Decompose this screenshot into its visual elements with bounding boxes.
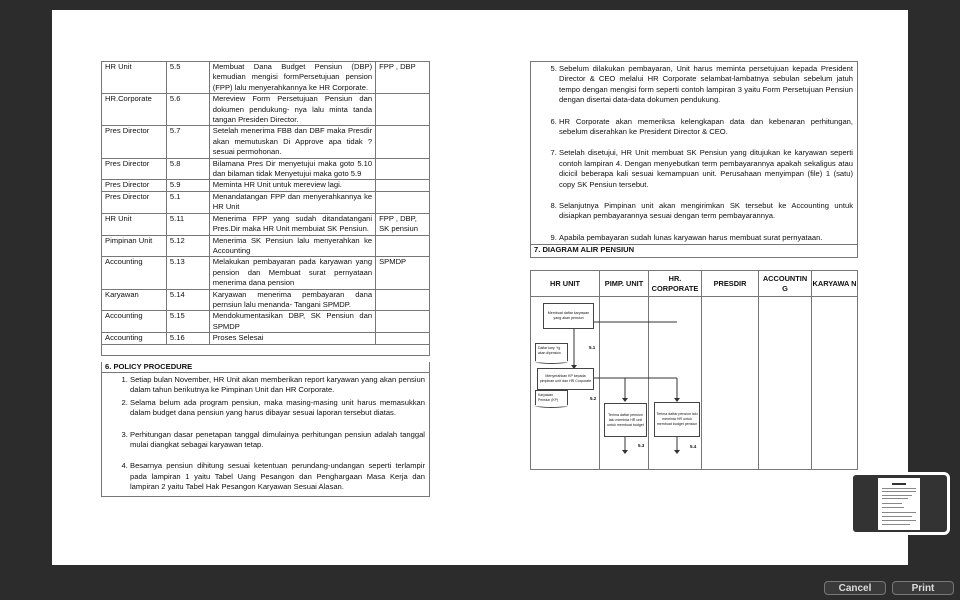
description-cell: Setelah menerima FBB dan DBF maka Presdir akan memutuskan Di Approve apa tidak ? sesuai permohonan. bbox=[209, 126, 375, 158]
print-button[interactable]: Print bbox=[892, 581, 954, 595]
node-membuat-daftar: Membuat daftar karyawan yang akan pensiun bbox=[543, 303, 594, 329]
document-cell bbox=[376, 235, 430, 257]
document-cell: SPMDP bbox=[376, 257, 430, 289]
page-thumbnail[interactable] bbox=[850, 472, 950, 535]
cancel-button[interactable]: Cancel bbox=[824, 581, 886, 595]
step-cell: 5.16 bbox=[166, 333, 209, 344]
description-cell: Proses Selesai bbox=[209, 333, 375, 344]
policy-item: 3. Perhitungan dasar penetapan tanggal dimulainya perhitungan pensiun adalah tanggal mulai diangkat sebagai karyawan tetap. bbox=[130, 430, 425, 451]
lane-accounting: ACCOUNTIN G bbox=[759, 271, 812, 469]
step-cell: 5.13 bbox=[166, 257, 209, 289]
role-cell: Pres Director bbox=[102, 126, 167, 158]
policy-continued bbox=[530, 61, 858, 258]
policy-heading: 6. POLICY PROCEDURE bbox=[102, 362, 429, 373]
step-cell: 5.11 bbox=[166, 213, 209, 235]
document-cell bbox=[376, 191, 430, 213]
document-cell bbox=[376, 289, 430, 311]
role-cell: Accounting bbox=[102, 333, 167, 344]
description-cell: Karyawan menerima pembayaran dana pernsiun lalu menanda- Tangani SPMDP. bbox=[209, 289, 375, 311]
flow-diagram bbox=[530, 270, 858, 470]
policy-section bbox=[101, 362, 430, 497]
print-preview-page bbox=[52, 10, 908, 565]
role-cell: Pres Director bbox=[102, 158, 167, 180]
document-cell: FPP , DBP bbox=[376, 62, 430, 94]
description-cell: Membuat Dana Budget Pensiun (DBP) kemudian mengisi formPersetujuan pension (FPP) lalu menyerahkannya ke HR Corporate. bbox=[209, 62, 375, 94]
step-cell: 5.12 bbox=[166, 235, 209, 257]
step-label: 5.2 bbox=[590, 396, 597, 401]
step-label: 5.4 bbox=[690, 444, 697, 449]
role-cell: HR Unit bbox=[102, 62, 167, 94]
role-cell: HR Unit bbox=[102, 213, 167, 235]
policy-item: 4. Besarnya pensiun dihitung sesuai ketentuan perundang-undangan seperti terlampir pada lampiran 1 yaitu Tabel Uang Pesangon dan Penghargaan Masa Kerja dan lampiran 2 yaitu Tabel Hak Pesangon Karyawan Sesuai Alasan. bbox=[130, 461, 425, 492]
description-cell: Mereview Form Persetujuan Pensiun dan dokumen pendukung- nya lalu minta tanda tangan Presiden Director. bbox=[209, 94, 375, 126]
doc-daftar-karyawan: Daftar kary. Yg akan dipensiun bbox=[535, 343, 568, 361]
step-cell: 5.5 bbox=[166, 62, 209, 94]
table-row bbox=[102, 62, 430, 94]
role-cell: Pres Director bbox=[102, 180, 167, 191]
node-terima-daftar-pimp: Terima daftar pension lalu meminta HR unit untuk membuat budget bbox=[604, 403, 647, 437]
table-row bbox=[102, 235, 430, 257]
document-cell bbox=[376, 311, 430, 333]
step-cell: 5.6 bbox=[166, 94, 209, 126]
role-cell: Accounting bbox=[102, 257, 167, 289]
diagram-heading: 7. DIAGRAM ALIR PENSIUN bbox=[531, 244, 857, 257]
lane-presdir: PRESDIR bbox=[702, 271, 759, 469]
role-cell: Pres Director bbox=[102, 191, 167, 213]
document-cell bbox=[376, 333, 430, 344]
table-row bbox=[102, 191, 430, 213]
policy-item: 1. Setiap bulan November, HR Unit akan memberikan report karyawan yang akan pensiun dalam tahun berikutnya ke Pimpinan Unit dan HR Corporate. bbox=[130, 375, 425, 396]
document-cell bbox=[376, 126, 430, 158]
description-cell: Menandatangan FPP dan menyerahkannya ke HR Unit bbox=[209, 191, 375, 213]
table-row bbox=[102, 333, 430, 344]
policy-item: 8. Selanjutnya Pimpinan unit akan mengirimkan SK tersebut ke Accounting untuk disiapkan pembayarannya sesuai dengan term pembayarannya. bbox=[559, 201, 853, 222]
policy-item: 2. Selama belum ada program pensiun, maka masing-masing unit harus memasukkan dalam budget dana pensiun yang harus dibayar sesuai laporan tersebut diatas. bbox=[130, 398, 425, 419]
table-row bbox=[102, 126, 430, 158]
lane-hr-corporate: HR. CORPORATE bbox=[649, 271, 702, 469]
empty-row bbox=[102, 344, 430, 355]
document-cell bbox=[376, 158, 430, 180]
step-cell: 5.1 bbox=[166, 191, 209, 213]
step-cell: 5.8 bbox=[166, 158, 209, 180]
document-cell bbox=[376, 94, 430, 126]
role-cell: HR.Corporate bbox=[102, 94, 167, 126]
procedure-table bbox=[101, 61, 430, 356]
table-row bbox=[102, 94, 430, 126]
lane-pimp-unit: PIMP. UNIT bbox=[600, 271, 649, 469]
step-cell: 5.14 bbox=[166, 289, 209, 311]
table-row bbox=[102, 180, 430, 191]
description-cell: Menerima FPP yang sudah ditandatangani Pres.Dir maka HR Unit membuiat SK Pensiun. bbox=[209, 213, 375, 235]
description-cell: Meminta HR Unit untuk mereview lagi. bbox=[209, 180, 375, 191]
table-row bbox=[102, 289, 430, 311]
description-cell: Mendokumentasikan DBP, SK Pensiun dan SPMDP bbox=[209, 311, 375, 333]
role-cell: Karyawan bbox=[102, 289, 167, 311]
policy-item: 5. Sebelum dilakukan pembayaran, Unit harus meminta persetujuan kepada President Director & CEO melalui HR Corporate selambat-lambatnya sebulan sebelum jatuh tempo dengan mengisi form seperti contoh lampiran 3 yaitu Form Persetujuan Pensiun dengan disertai data-data dokumen pendukung. bbox=[559, 64, 853, 106]
role-cell: Accounting bbox=[102, 311, 167, 333]
lane-hr-unit: HR UNIT bbox=[531, 271, 600, 469]
doc-karyawan-pensiun: Karyawan Pensiun (KP) bbox=[535, 390, 568, 405]
step-label: 5.1 bbox=[589, 345, 596, 350]
lane-karyawan: KARYAWA N bbox=[812, 271, 857, 469]
policy-item: 9. Apabila pembayaran sudah lunas karyawan harus membuat surat pernyataan. bbox=[559, 233, 853, 243]
role-cell: Pimpinan Unit bbox=[102, 235, 167, 257]
step-cell: 5.9 bbox=[166, 180, 209, 191]
table-row bbox=[102, 257, 430, 289]
node-terima-daftar-hrc: Terima daftar pension lalu meminta HR untuk membuat budget pensiun bbox=[654, 402, 700, 437]
table-row bbox=[102, 158, 430, 180]
description-cell: Bilamana Pres Dir menyetujui maka goto 5.10 dan bilaman tidak Menyetujui maka goto 5.9 bbox=[209, 158, 375, 180]
table-row bbox=[102, 213, 430, 235]
document-cell: FPP , DBP, SK pensiun bbox=[376, 213, 430, 235]
node-menyerahkan-kp: Menyerahkan KP kepada pimpinan unit dan HR Corporate bbox=[537, 368, 594, 390]
step-cell: 5.7 bbox=[166, 126, 209, 158]
step-label: 5.3 bbox=[638, 443, 645, 448]
step-cell: 5.15 bbox=[166, 311, 209, 333]
description-cell: Melakukan pembayaran pada karyawan yang pension dan Membuat surat pernyataan menerima dana pension bbox=[209, 257, 375, 289]
policy-item: 6. HR Corporate akan memeriksa kelengkapan data dan kebenaran perhitungan, sebelum diserahkan ke President Director & CEO. bbox=[559, 117, 853, 138]
document-cell bbox=[376, 180, 430, 191]
policy-item: 7. Setelah disetujui, HR Unit membuat SK Pensiun yang ditujukan ke karyawan seperti contoh lampiran 4. Dengan menyebutkan term pembayarannya apakah sekaligus atau dicicil beberapa kali sesuai kemampuan unit. Perusahaan menyimpan (file) 1 (satu) copy SK Pensiun tersebut. bbox=[559, 148, 853, 190]
description-cell: Menerima SK Pensiun lalu menyerahkan ke Accounting bbox=[209, 235, 375, 257]
table-row bbox=[102, 311, 430, 333]
